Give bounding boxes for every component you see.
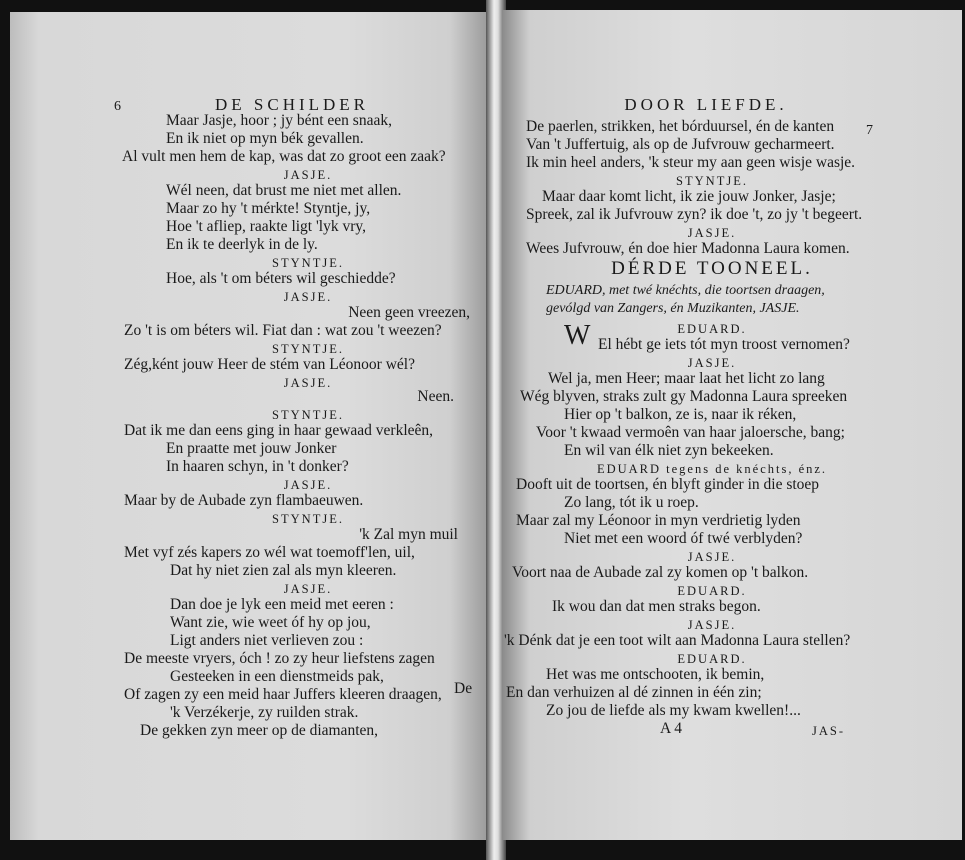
verse-line: Voor 't kwaad vermoên van haar jaloersche, bang; — [536, 424, 845, 441]
verse-line: Hoe, als 't om béters wil geschiedde? — [166, 270, 396, 287]
verse-line: De meeste vryers, óch ! zo zy heur liefstens zagen — [124, 650, 435, 667]
verse-line: Niet met een woord óf twé verblyden? — [564, 530, 803, 547]
verse-line: En wil van élk niet zyn bekeeken. — [564, 442, 774, 459]
stage-direction: gevólgd van Zangers, én Muzikanten, JASJE. — [546, 301, 800, 316]
verse-line: En dan verhuizen al dé zinnen in één zin; — [506, 684, 762, 701]
verse-line: Zo lang, tót ik u roep. — [564, 494, 699, 511]
drop-cap: W — [564, 320, 591, 351]
verse-line: Spreek, zal ik Jufvrouw zyn? ik doe 't, zo jy 't begeert. — [526, 206, 863, 223]
left-page — [10, 12, 488, 840]
speaker-name: JASJE. — [283, 290, 333, 304]
verse-line: Zo jou de liefde als my kwam kwellen!... — [546, 702, 801, 719]
speaker-name: JASJE. — [283, 376, 333, 390]
catchword: De — [454, 680, 473, 697]
verse-line: Dooft uit de toortsen, én blyft ginder in die stoep — [516, 476, 820, 493]
verse-line: Neen. — [417, 388, 454, 405]
verse-line: Hier op 't balkon, ze is, naar ik réken, — [564, 406, 797, 423]
verse-line: Dan doe je lyk een meid met eeren : — [170, 596, 394, 613]
verse-line: Want zie, wie weet óf hy op jou, — [170, 614, 371, 631]
speaker-name: JASJE. — [687, 226, 737, 240]
verse-line: Hoe 't afliep, raakte ligt 'lyk vry, — [166, 218, 366, 235]
stage-direction: EDUARD, met twé knéchts, die toortsen draagen, — [546, 283, 825, 298]
verse-line: Ik wou dan dat men straks begon. — [552, 598, 761, 615]
speaker-name: JASJE. — [283, 478, 333, 492]
verse-line: In haaren schyn, in 't donker? — [166, 458, 349, 475]
right-page — [502, 10, 962, 840]
verse-line: Wég blyven, straks zult gy Madonna Laura spreeken — [520, 388, 848, 405]
speaker-name: JASJE. — [687, 618, 737, 632]
verse-line: En ik te deerlyk in de ly. — [166, 236, 318, 253]
speaker-name: STYNTJE. — [272, 342, 344, 356]
speaker-name: JASJE. — [687, 550, 737, 564]
speaker-name: EDUARD. — [677, 584, 747, 598]
verse-line: Van 't Juffertuig, als op de Jufvrouw gecharmeert. — [526, 136, 835, 153]
verse-line: Wél neen, dat brust me niet met allen. — [166, 182, 402, 199]
verse-line: En praatte met jouw Jonker — [166, 440, 337, 457]
verse-line: Met vyf zés kapers zo wél wat toemoff'len, uil, — [124, 544, 415, 561]
verse-line: Wees Jufvrouw, én doe hier Madonna Laura komen. — [526, 240, 850, 257]
verse-line: Zég,ként jouw Heer de stém van Léonoor wél? — [124, 356, 415, 373]
verse-line: De paerlen, strikken, het bórduursel, én de kanten — [526, 118, 835, 135]
page-number: 6 — [114, 99, 121, 114]
verse-line: De gekken zyn meer op de diamanten, — [140, 722, 379, 739]
speaker-name: EDUARD. — [677, 652, 747, 666]
verse-line: Maar by de Aubade zyn flambaeuwen. — [124, 492, 364, 509]
verse-line: En ik niet op myn bék gevallen. — [166, 130, 364, 147]
running-head: DOOR LIEFDE. — [624, 95, 788, 114]
speaker-name: EDUARD. — [677, 322, 747, 336]
verse-line: Ik min heel anders, 'k steur my aan geen wisje wasje. — [526, 154, 856, 171]
verse-line: Voort naa de Aubade zal zy komen op 't balkon. — [512, 564, 809, 581]
verse-line: Zo 't is om béters wil. Fiat dan : wat zou 't weezen? — [124, 322, 442, 339]
verse-line: 'k Verzékerje, zy ruilden strak. — [170, 704, 359, 721]
verse-line: Ligt anders niet verlieven zou : — [170, 632, 364, 649]
speaker-name: JASJE. — [283, 168, 333, 182]
signature-mark: A 4 — [660, 720, 682, 737]
speaker-name: STYNTJE. — [676, 174, 748, 188]
speaker-name: JASJE. — [687, 356, 737, 370]
verse-line: 'k Zal myn muil — [359, 526, 458, 543]
speaker-name: EDUARD tegens de knéchts, énz. — [596, 462, 828, 476]
verse-line: Maar daar komt licht, ik zie jouw Jonker, Jasje; — [542, 188, 836, 205]
verse-line: Maar zo hy 't mérkte! Styntje, jy, — [166, 200, 371, 217]
verse-line: Maar Jasje, hoor ; jy bént een snaak, — [166, 112, 392, 129]
verse-line: Maar zal my Léonoor in myn verdrietig lyden — [516, 512, 801, 529]
verse-line: Al vult men hem de kap, was dat zo groot een zaak? — [122, 148, 446, 165]
catchword: JAS- — [812, 724, 846, 738]
verse-line: Gesteeken in een dienstmeids pak, — [170, 668, 384, 685]
speaker-name: STYNTJE. — [272, 512, 344, 526]
speaker-name: STYNTJE. — [272, 408, 344, 422]
verse-line: Dat ik me dan eens ging in haar gewaad verkleên, — [124, 422, 434, 439]
scene-heading: DÉRDE TOONEEL. — [611, 258, 813, 279]
verse-line: Wel ja, men Heer; maar laat het licht zo lang — [548, 370, 825, 387]
verse-line: Dat hy niet zien zal als myn kleeren. — [170, 562, 397, 579]
verse-line: 'k Dénk dat je een toot wilt aan Madonna Laura stellen? — [504, 632, 851, 649]
verse-line: Neen geen vreezen, — [348, 304, 470, 321]
speaker-name: STYNTJE. — [272, 256, 344, 270]
verse-line: Het was me ontschooten, ik bemin, — [546, 666, 765, 683]
verse-line: El hébt ge iets tót myn troost vernomen? — [598, 336, 850, 353]
page-number: 7 — [866, 123, 873, 138]
verse-line: Of zagen zy een meid haar Juffers kleeren draagen, — [124, 686, 442, 703]
running-head: DE SCHILDER — [214, 95, 370, 114]
speaker-name: JASJE. — [283, 582, 333, 596]
